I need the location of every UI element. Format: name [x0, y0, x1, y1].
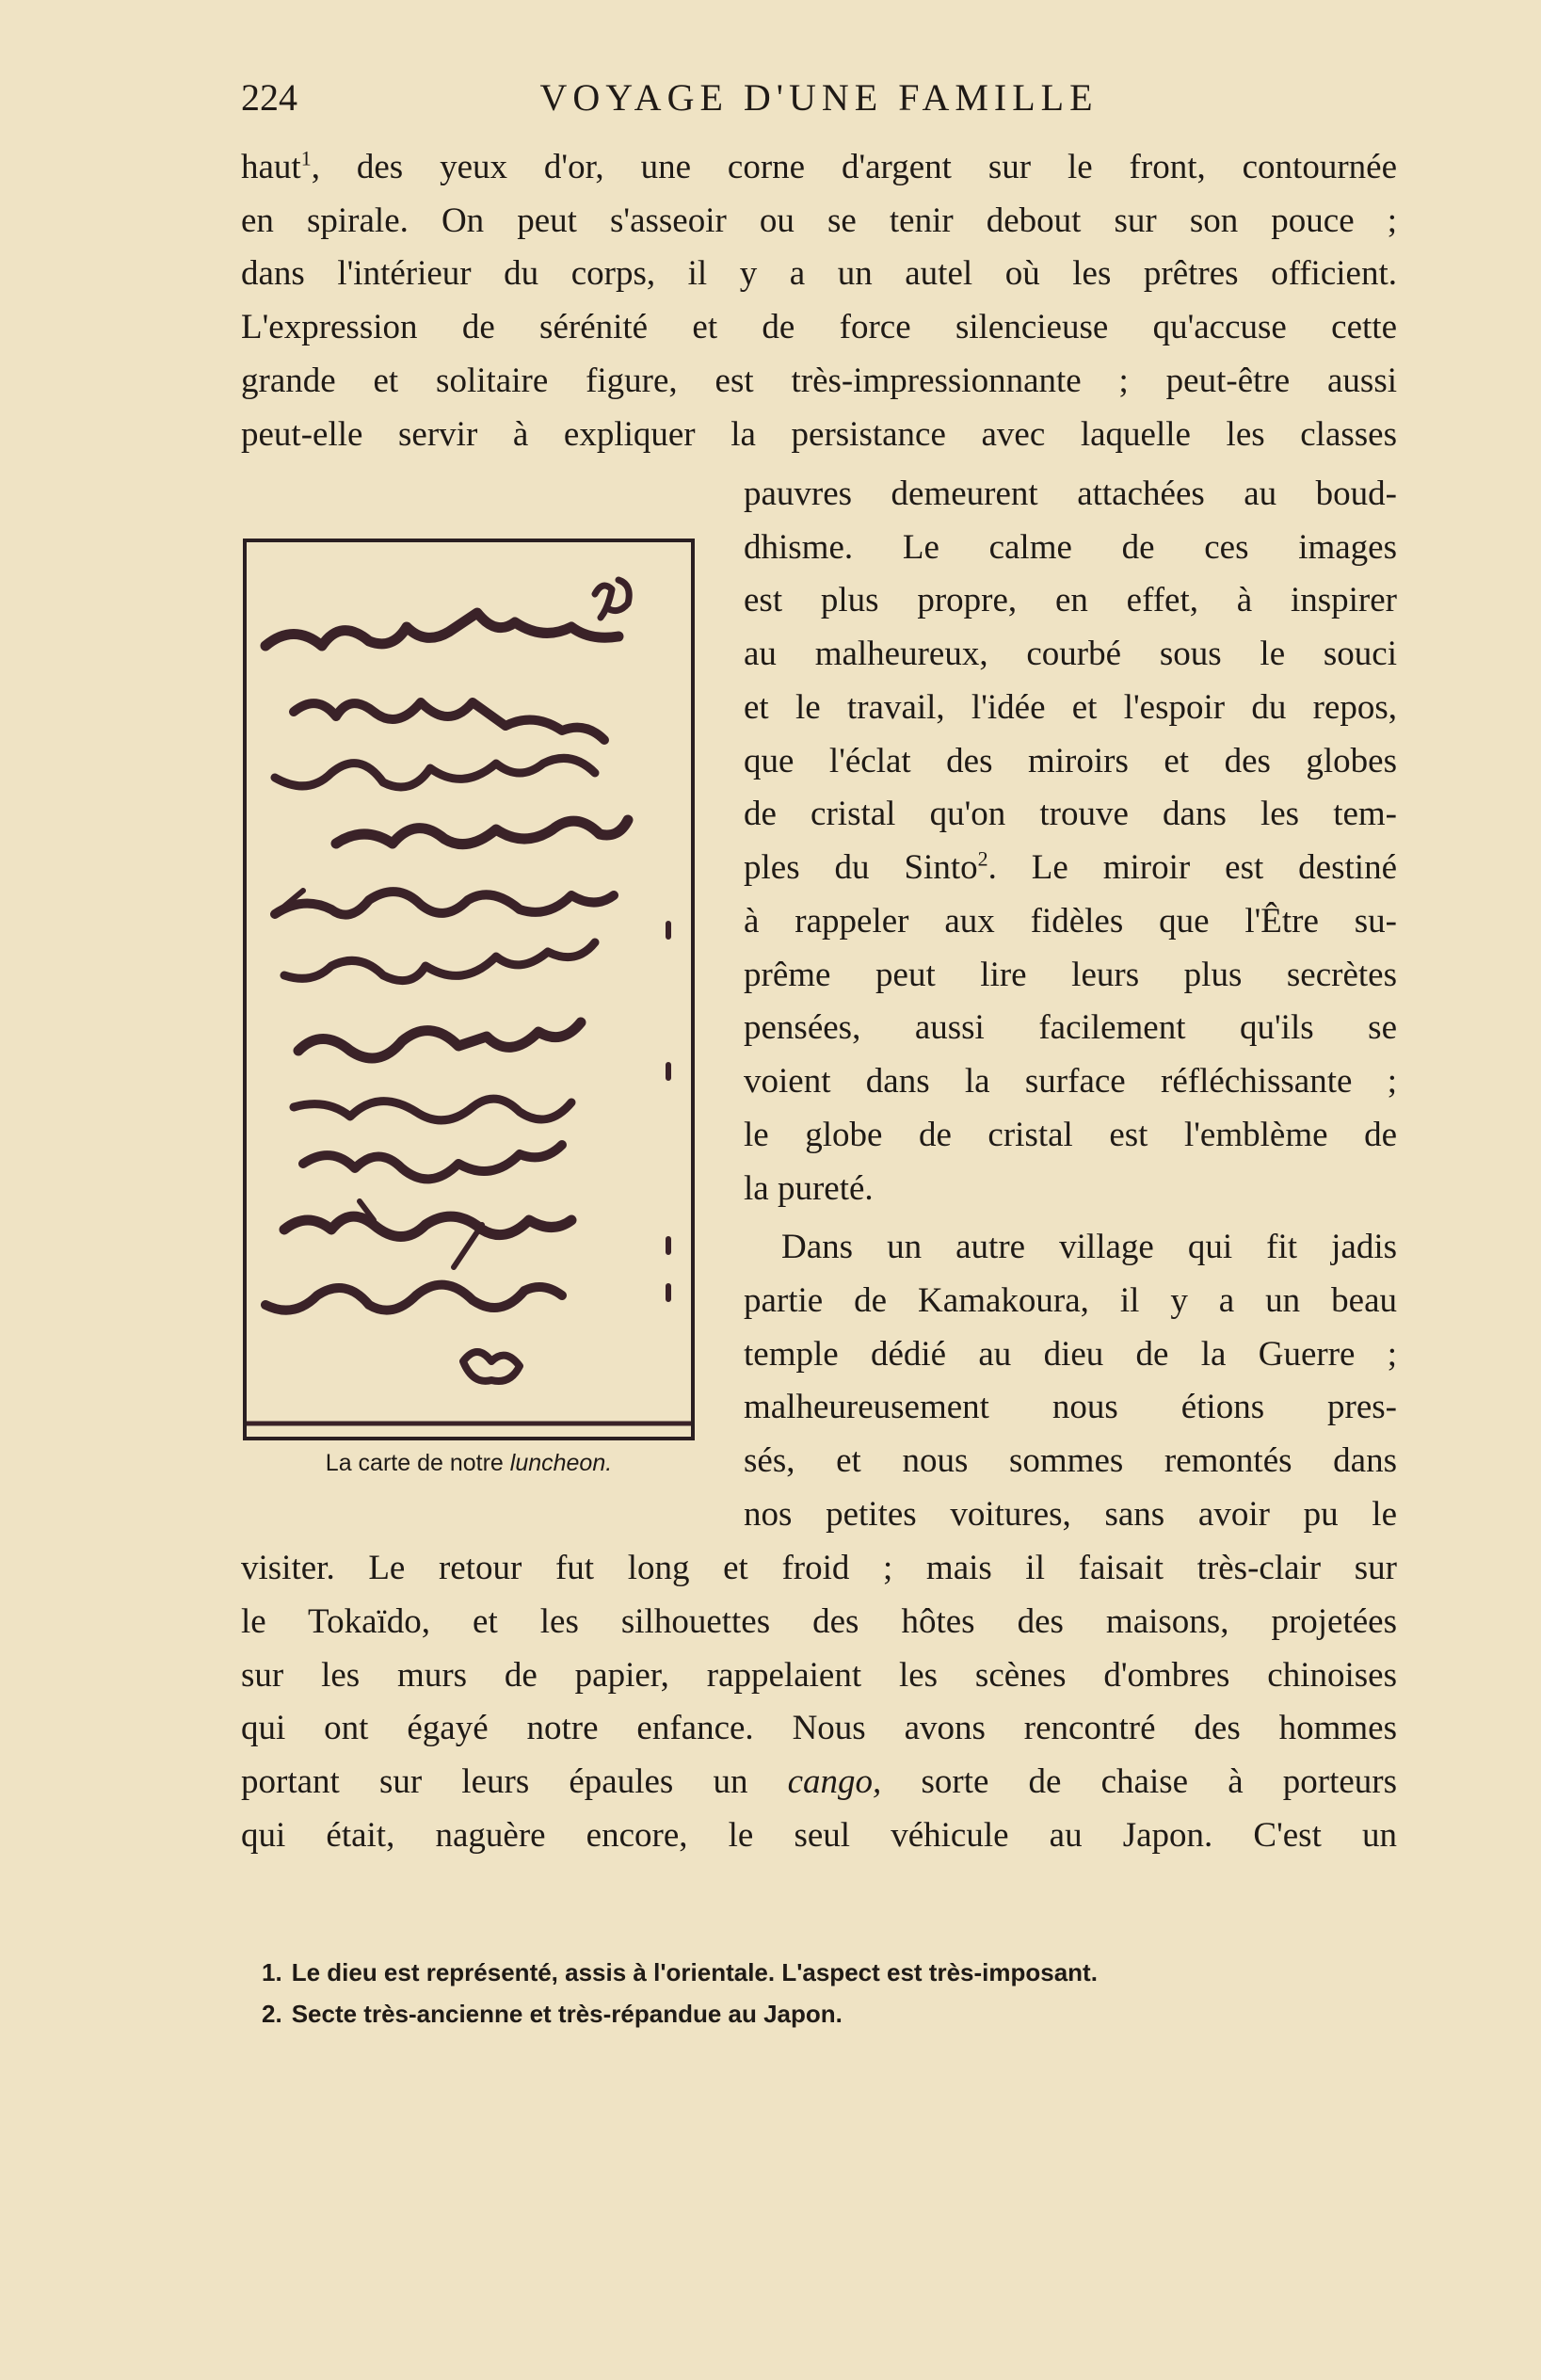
- text-line: qui était, naguère encore, le seul véhicule au Japon. C'est un: [241, 1816, 1397, 1855]
- text-fragment: haut: [241, 148, 301, 186]
- text-fragment: , des yeux d'or, une corne d'argent sur le front, contournée: [311, 148, 1397, 186]
- text-line: L'expression de sérénité et de force silencieuse qu'accuse cette: [241, 308, 1397, 346]
- japanese-calligraphy-image: [247, 542, 691, 1437]
- caption-text: La carte de notre: [325, 1450, 504, 1476]
- text-line: [744, 844, 1397, 892]
- text-line: peut-elle servir à expliquer la persistance avec laquelle les classes: [241, 415, 1397, 454]
- text-line: grande et solitaire figure, est très-impressionnante ; peut-être aussi: [241, 362, 1397, 400]
- text-line: prême peut lire leurs plus secrètes: [744, 956, 1397, 994]
- text-line: partie de Kamakoura, il y a un beau: [744, 1281, 1397, 1320]
- italic-word: cango,: [787, 1762, 882, 1801]
- footnote-ref-1: 1: [300, 146, 312, 170]
- text-line: voient dans la surface réfléchissante ;: [744, 1062, 1397, 1101]
- text-line: visiter. Le retour fut long et froid ; mais il faisait très-clair sur: [241, 1549, 1397, 1587]
- footnote-number: 1.: [262, 1958, 282, 1986]
- text-line: dhisme. Le calme de ces images: [744, 528, 1397, 567]
- menu-card-illustration: [243, 539, 695, 1440]
- footnote-number: 2.: [262, 2000, 282, 2028]
- text-line: la pureté.: [744, 1169, 874, 1208]
- footnote-text: Le dieu est représenté, assis à l'orientale. L'aspect est très-imposant.: [291, 1958, 1098, 1986]
- paragraph-start-line: Dans un autre village qui fit jadis: [781, 1228, 1397, 1266]
- footnote-1: [262, 1958, 1397, 1987]
- text-line: pensées, aussi facilement qu'ils se: [744, 1008, 1397, 1047]
- text-fragment: . Le miroir est destiné: [987, 848, 1397, 887]
- footnote-ref-2: 2: [977, 846, 988, 871]
- running-title: VOYAGE D'UNE FAMILLE: [539, 76, 1099, 119]
- text-line: et le travail, l'idée et l'espoir du repos,: [744, 688, 1397, 727]
- text-line: le globe de cristal est l'emblème de: [744, 1116, 1397, 1154]
- text-line: au malheureux, courbé sous le souci: [744, 635, 1397, 673]
- text-line: [241, 1759, 1397, 1806]
- text-line: dans l'intérieur du corps, il y a un autel où les prêtres officient.: [241, 254, 1397, 293]
- text-line: nos petites voitures, sans avoir pu le: [744, 1495, 1397, 1534]
- text-line: qui ont égayé notre enfance. Nous avons rencontré des hommes: [241, 1709, 1397, 1747]
- text-line: le Tokaïdo, et les silhouettes des hôtes des maisons, projetées: [241, 1602, 1397, 1641]
- text-line: est plus propre, en effet, à inspirer: [744, 581, 1397, 619]
- page-number: 224: [241, 76, 297, 119]
- text-fragment: ples du Sinto: [744, 848, 978, 887]
- footnote-text: Secte très-ancienne et très-répandue au Japon.: [291, 2000, 843, 2028]
- text-line: sés, et nous sommes remontés dans: [744, 1441, 1397, 1480]
- text-line: de cristal qu'on trouve dans les tem-: [744, 795, 1397, 833]
- text-line: [241, 144, 1397, 191]
- page-header: [241, 75, 1397, 122]
- caption-italic: luncheon.: [509, 1450, 613, 1476]
- text-line: en spirale. On peut s'asseoir ou se tenir debout sur son pouce ;: [241, 201, 1397, 240]
- text-line: temple dédié au dieu de la Guerre ;: [744, 1335, 1397, 1374]
- text-fragment: sorte de chaise à porteurs: [921, 1762, 1398, 1801]
- text-line: à rappeler aux fidèles que l'Être su-: [744, 902, 1397, 941]
- text-fragment: portant sur leurs épaules un: [241, 1762, 748, 1801]
- text-line: que l'éclat des miroirs et des globes: [744, 742, 1397, 780]
- text-line: pauvres demeurent attachées au boud-: [744, 474, 1397, 513]
- footnote-2: [262, 2000, 1397, 2029]
- text-line: sur les murs de papier, rappelaient les scènes d'ombres chinoises: [241, 1656, 1397, 1695]
- text-line: malheureusement nous étions pres-: [744, 1388, 1397, 1426]
- figure-caption: [243, 1450, 695, 1477]
